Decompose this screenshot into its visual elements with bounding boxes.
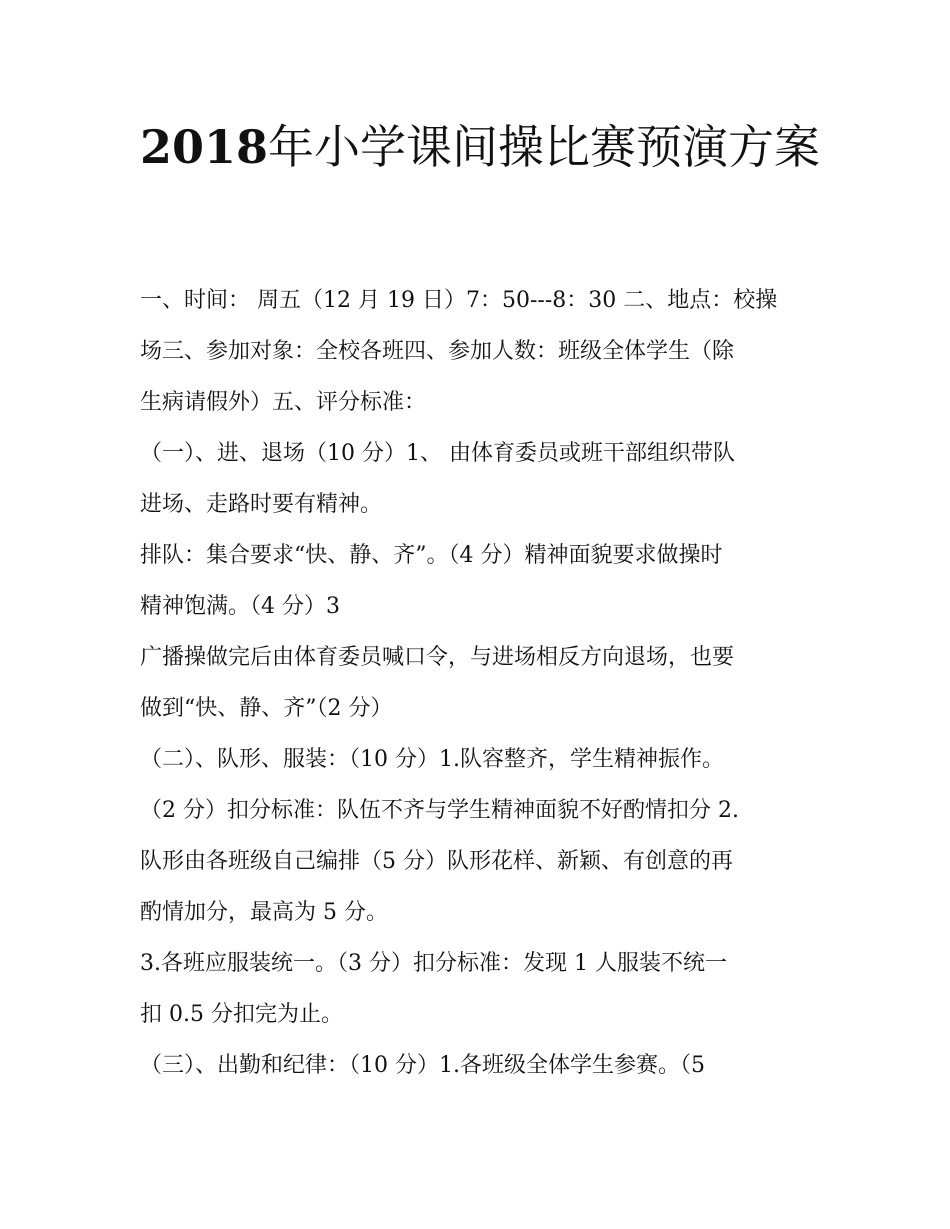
- body-line: 精神饱满。（4 分）3: [140, 594, 340, 619]
- body-line: （2 分）扣分标准：队伍不齐与学生精神面貌不好酌情扣分 2.: [140, 798, 739, 823]
- title-year: 2018: [140, 120, 269, 174]
- body-line: （一）、进、退场（10 分）1、 由体育委员或班干部组织带队: [140, 441, 735, 466]
- body-line: 3.各班应服装统一。（3 分）扣分标准：发现 1 人服装不统一: [140, 951, 727, 976]
- body-line: 广播操做完后由体育委员喊口令，与进场相反方向退场，也要: [140, 645, 735, 670]
- document-body: [140, 275, 830, 1091]
- body-line: 进场、走路时要有精神。: [140, 492, 383, 517]
- body-line: 酌情加分，最高为 5 分。: [140, 900, 388, 925]
- title-text: 年小学课间操比赛预演方案: [268, 120, 821, 174]
- document-title: [140, 110, 830, 184]
- body-line: 扣 0.5 分扣完为止。: [140, 1002, 343, 1027]
- body-line: （三）、出勤和纪律：（10 分）1.各班级全体学生参赛。（5: [140, 1053, 705, 1078]
- body-line: 场三、参加对象：全校各班四、参加人数：班级全体学生（除: [140, 339, 735, 364]
- body-line: 生病请假外）五、评分标准：: [140, 390, 427, 415]
- body-line: 队形由各班级自己编排（5 分）队形花样、新颖、有创意的再: [140, 849, 733, 874]
- body-line: 一、时间： 周五（12 月 19 日）7：50---8：30 二、地点：校操: [140, 288, 778, 313]
- body-line: 排队：集合要求“快、静、齐”。（4 分）精神面貌要求做操时: [140, 543, 723, 568]
- body-line: （二）、队形、服装：（10 分）1.队容整齐，学生精神振作。: [140, 747, 724, 772]
- body-line: 做到“快、静、齐”（2 分）: [140, 696, 393, 721]
